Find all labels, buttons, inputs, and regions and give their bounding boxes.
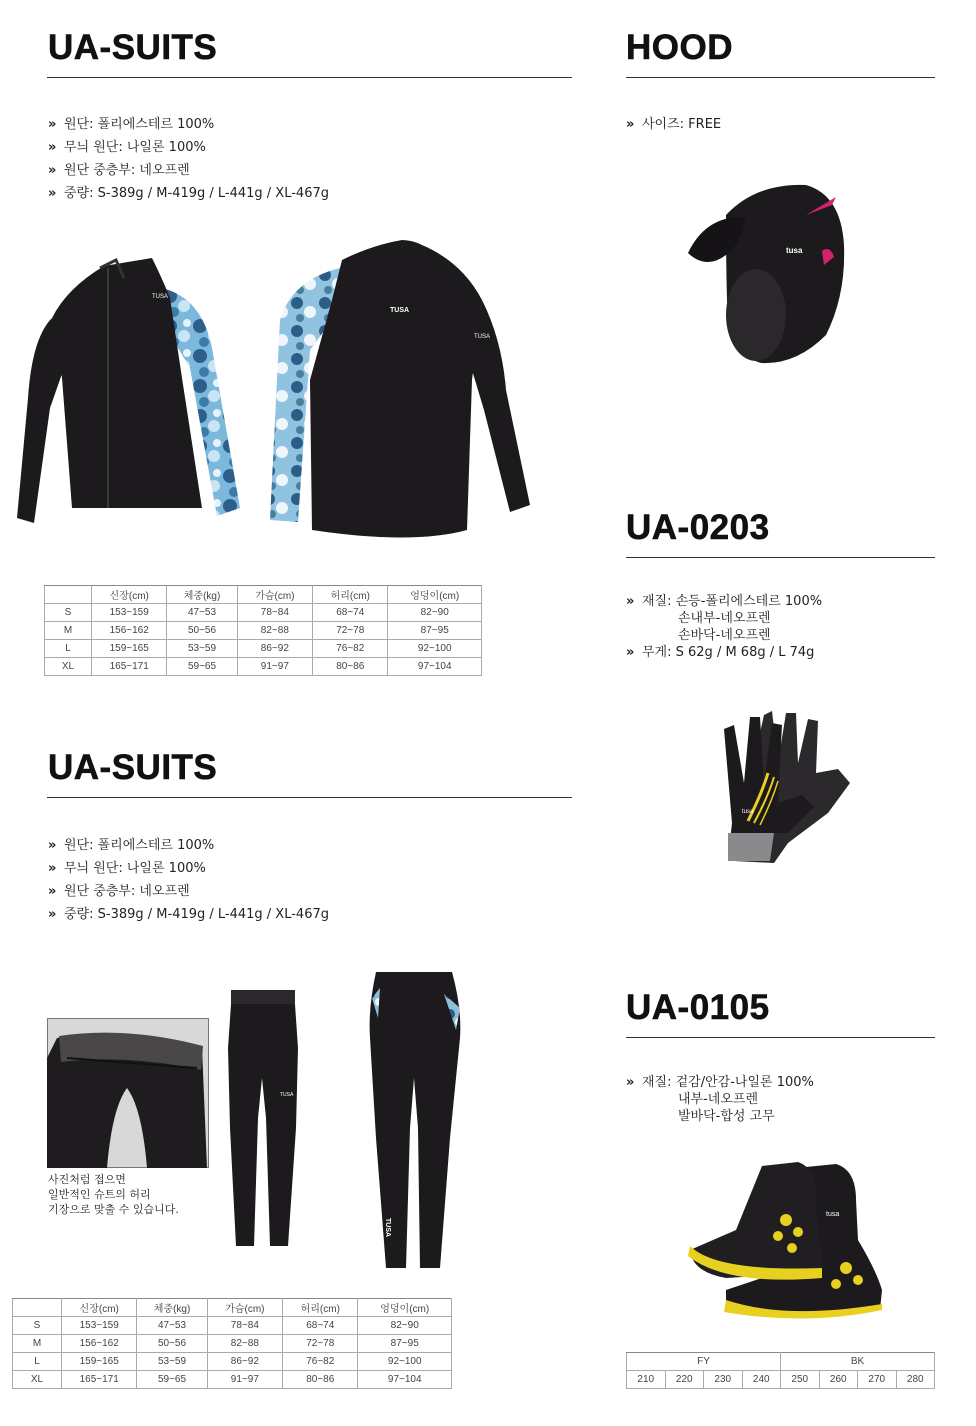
table-row: L 159~165 53~59 86~92 76~82 92~100 [45,640,482,658]
boots-image [686,1160,888,1322]
spec-row: » 원단 중층부: 네오프렌 [48,159,329,182]
gloves-image [718,703,856,865]
double-chevron-right-icon: » [48,140,57,155]
waist-detail-image [47,1018,209,1168]
svg-text:TUSA: TUSA [152,294,169,300]
double-chevron-right-icon: » [626,1075,635,1090]
hood-divider [626,77,935,78]
double-chevron-right-icon: » [48,907,57,922]
table-row: M 156~162 50~56 82~88 72~78 87~95 [13,1335,452,1353]
gloves-title: UA-0203 [626,508,770,547]
spec-row: » 중량: S-389g / M-419g / L-441g / XL-467g [48,903,329,926]
spec-row: » 무늬 원단: 나일론 100% [48,136,329,159]
boots-size-table [626,1352,935,1389]
boots-specs [626,1074,814,1125]
spec-row: 손내부-네오프렌 [678,611,771,626]
spec-row: » 중량: S-389g / M-419g / L-441g / XL-467g [48,182,329,205]
table-header-row: 신장(cm) 체중(kg) 가슴(cm) 허리(cm) 엉덩이(cm) [45,586,482,604]
hood-specs [626,113,721,136]
table-row: M 156~162 50~56 82~88 72~78 87~95 [45,622,482,640]
double-chevron-right-icon: » [48,163,57,178]
double-chevron-right-icon: » [626,645,635,660]
svg-text:tusa: tusa [826,1211,840,1218]
table-row: XL 165~171 59~65 91~97 80~86 97~104 [13,1371,452,1389]
spec-row: » 원단: 폴리에스테르 100% [48,113,329,136]
table-header-row: FY BK [627,1353,935,1371]
boots-divider [626,1037,935,1038]
jacket-back-image [262,240,537,540]
svg-text:TUSA: TUSA [384,1218,391,1238]
pants-back-image [364,968,470,1270]
table-row: 210 220 230 240 250 260 270 280 [627,1371,935,1389]
jacket-front-image [12,258,262,533]
double-chevron-right-icon: » [48,884,57,899]
hood-title: HOOD [626,28,733,67]
gloves-specs [626,593,822,661]
table-row: S 153~159 47~53 78~84 68~74 82~90 [45,604,482,622]
spec-row: » 무늬 원단: 나일론 100% [48,857,329,880]
spec-row: » 사이즈: FREE [626,113,721,136]
table-row: S 153~159 47~53 78~84 68~74 82~90 [13,1317,452,1335]
svg-text:TUSA: TUSA [474,334,491,340]
spec-row: 발바닥-합성 고무 [678,1109,775,1124]
table-header-row: 신장(cm) 체중(kg) 가슴(cm) 허리(cm) 엉덩이(cm) [13,1299,452,1317]
svg-text:tusa: tusa [786,246,803,255]
table-row: L 159~165 53~59 86~92 76~82 92~100 [13,1353,452,1371]
spec-row: » 재질: 겉감/안감-나일론 100% [626,1075,814,1090]
svg-text:TUSA: TUSA [280,1092,294,1098]
double-chevron-right-icon: » [48,117,57,132]
suits1-specs [48,113,329,205]
size-table-2 [12,1298,452,1389]
suits2-title: UA-SUITS [48,748,218,787]
svg-text:TUSA: TUSA [390,307,410,314]
suits1-divider [47,77,572,78]
size-table-1 [44,585,482,676]
spec-row: 내부-네오프렌 [678,1092,759,1107]
double-chevron-right-icon: » [48,186,57,201]
svg-text:tusa: tusa [742,809,754,815]
hood-image [686,175,848,367]
pants-front-image [222,988,304,1250]
spec-row: » 무게: S 62g / M 68g / L 74g [626,645,815,660]
gloves-divider [626,557,935,558]
spec-row: » 재질: 손등-폴리에스테르 100% [626,594,823,609]
suits1-title: UA-SUITS [48,28,218,67]
fold-caption: 사진처럼 접으면 일반적인 슈트의 허리 기장으로 맞출 수 있습니다. [48,1173,179,1216]
double-chevron-right-icon: » [626,117,635,132]
spec-row: » 원단: 폴리에스테르 100% [48,834,329,857]
suits2-divider [47,797,572,798]
boots-title: UA-0105 [626,988,770,1027]
spec-row: » 원단 중층부: 네오프렌 [48,880,329,903]
double-chevron-right-icon: » [626,594,635,609]
suits2-specs [48,834,329,926]
double-chevron-right-icon: » [48,861,57,876]
table-row: XL 165~171 59~65 91~97 80~86 97~104 [45,658,482,676]
double-chevron-right-icon: » [48,838,57,853]
spec-row: 손바닥-네오프렌 [678,628,771,643]
